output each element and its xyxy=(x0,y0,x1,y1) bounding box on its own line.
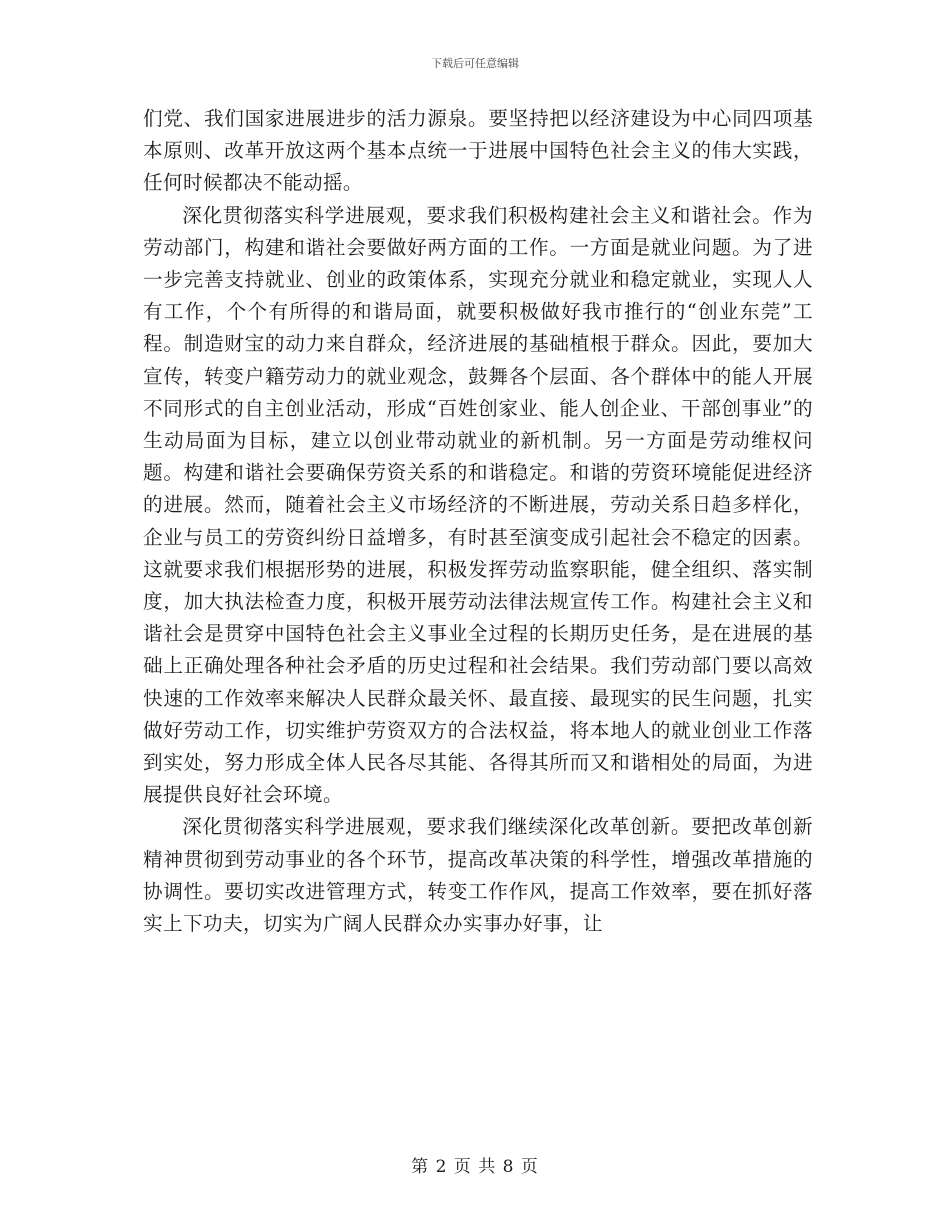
paragraph-reform-innovation: 深化贯彻落实科学进展观，要求我们继续深化改革创新。要把改革创新精神贯彻到劳动事业的各个环节，提高改革决策的科学性，增强改革措施的协调性。要切实改进管理方式，转变工作作风，提高工作效率，要在抓好落实上下功夫，切实为广阔人民群众办实事办好事，让 xyxy=(143,815,813,936)
header-note: 下载后可任意编辑 xyxy=(431,57,519,70)
document-body xyxy=(143,103,813,940)
page-number: 第 2 页 共 8 页 xyxy=(411,1157,539,1177)
paragraph-continued: 们党、我们国家进展进步的活力源泉。要坚持把以经济建设为中心同四项基本原则、改革开放这两个基本点统一于进展中国特色社会主义的伟大实践，任何时候都决不能动摇。 xyxy=(143,107,813,195)
paragraph-harmonious-society: 深化贯彻落实科学进展观，要求我们积极构建社会主义和谐社会。作为劳动部门，构建和谐社会要做好两方面的工作。一方面是就业问题。为了进一步完善支持就业、创业的政策体系，实现充分就业和稳定就业，实现人人有工作，个个有所得的和谐局面，就要积极做好我市推行的“创业东莞”工程。制造财宝的动力来自群众，经济进展的基础植根于群众。因此，要加大宣传，转变户籍劳动力的就业观念，鼓舞各个层面、各个群体中的能人开展不同形式的自主创业活动，形成“百姓创家业、能人创企业、干部创事业”的生动局面为目标，建立以创业带动就业的新机制。另一方面是劳动维权问题。构建和谐社会要确保劳资关系的和谐稳定。和谐的劳资环境能促进经济的进展。然而，随着社会主义市场经济的不断进展，劳动关系日趋多样化，企业与员工的劳资纠纷日益增多，有时甚至演变成引起社会不稳定的因素。这就要求我们根据形势的进展，积极发挥劳动监察职能，健全组织、落实制度，加大执法检查力度，积极开展劳动法律法规宣传工作。构建社会主义和谐社会是贯穿中国特色社会主义事业全过程的长期历史任务，是在进展的基础上正确处理各种社会矛盾的历史过程和社会结果。我们劳动部门要以高效快速的工作效率来解决人民群众最关怀、最直接、最现实的民生问题，扎实做好劳动工作，切实维护劳资双方的合法权益，将本地人的就业创业工作落到实处，努力形成全体人民各尽其能、各得其所而又和谐相处的局面，为进展提供良好社会环境。 xyxy=(143,203,813,807)
